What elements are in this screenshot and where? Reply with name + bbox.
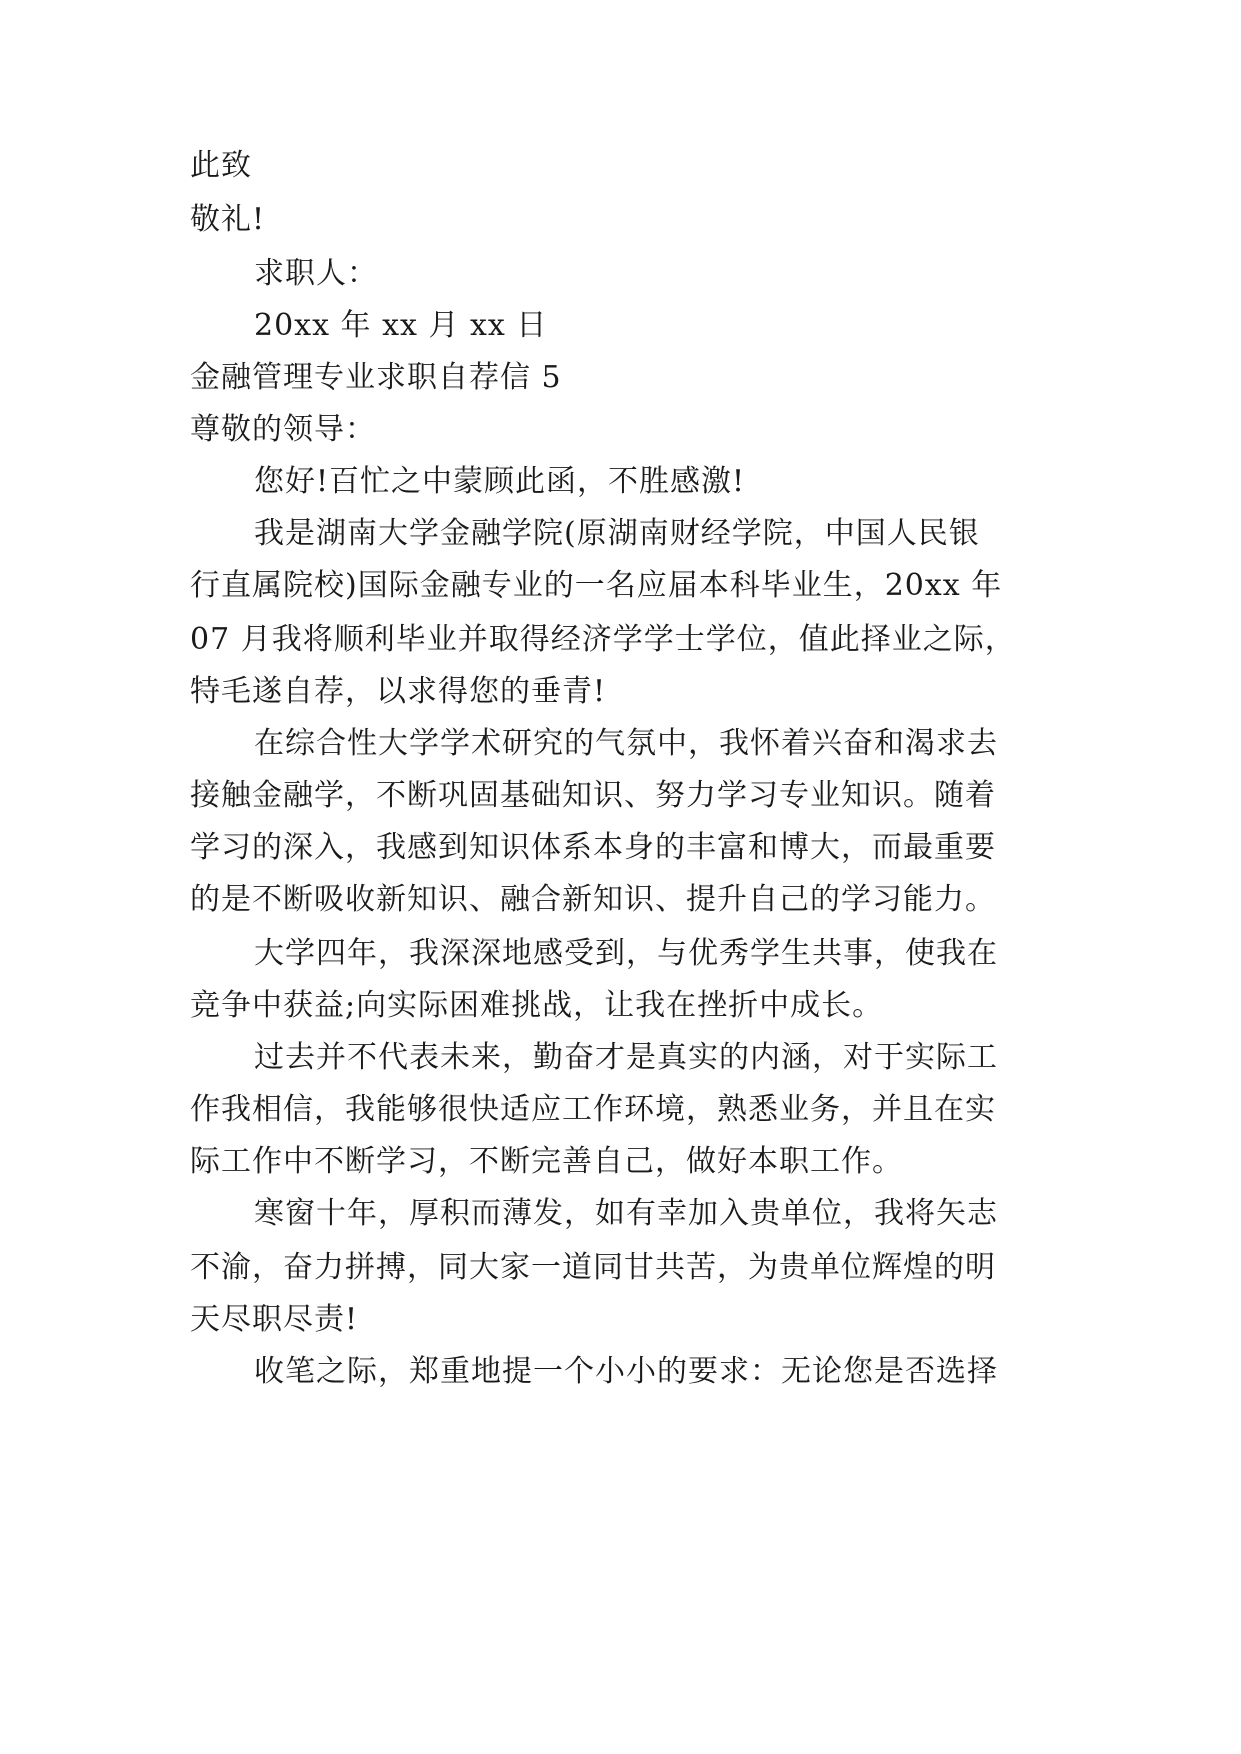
paragraph-line: 收笔之际，郑重地提一个小小的要求：无论您是否选择 xyxy=(254,1354,998,1389)
paragraph-line: 接触金融学，不断巩固基础知识、努力学习专业知识。随着 xyxy=(190,778,996,813)
paragraph-line: 天尽职尽责! xyxy=(190,1302,359,1337)
paragraph-line: 行直属院校)国际金融专业的一名应届本科毕业生，20xx 年 xyxy=(190,568,1003,603)
applicant-label: 求职人： xyxy=(254,256,378,291)
letter-date: 20xx 年 xx 月 xx 日 xyxy=(254,308,548,343)
paragraph-line: 竞争中获益;向实际困难挑战，让我在挫折中成长。 xyxy=(190,988,884,1023)
paragraph-line: 际工作中不断学习，不断完善自己，做好本职工作。 xyxy=(190,1144,903,1179)
closing-ci-zhi: 此致 xyxy=(190,148,252,183)
paragraph-line: 07 月我将顺利毕业并取得经济学学士学位，值此择业之际， xyxy=(190,622,1016,657)
salutation: 尊敬的领导： xyxy=(190,412,376,447)
paragraph-line: 过去并不代表未来，勤奋才是真实的内涵，对于实际工 xyxy=(254,1040,998,1075)
paragraph-line: 大学四年，我深深地感受到，与优秀学生共事，使我在 xyxy=(254,936,998,971)
paragraph-line: 在综合性大学学术研究的气氛中，我怀着兴奋和渴求去 xyxy=(254,726,998,761)
letter-heading: 金融管理专业求职自荐信 5 xyxy=(190,360,562,395)
paragraph-line: 学习的深入，我感到知识体系本身的丰富和博大，而最重要 xyxy=(190,830,996,865)
paragraph-line: 作我相信，我能够很快适应工作环境，熟悉业务，并且在实 xyxy=(190,1092,996,1127)
paragraph-line: 寒窗十年，厚积而薄发，如有幸加入贵单位，我将矢志 xyxy=(254,1196,998,1231)
paragraph-line: 我是湖南大学金融学院(原湖南财经学院，中国人民银 xyxy=(254,516,980,551)
paragraph-line: 您好!百忙之中蒙顾此函，不胜感激! xyxy=(254,464,746,499)
paragraph-line: 不渝，奋力拼搏，同大家一道同甘共苦，为贵单位辉煌的明 xyxy=(190,1250,996,1285)
paragraph-line: 的是不断吸收新知识、融合新知识、提升自己的学习能力。 xyxy=(190,882,996,917)
paragraph-line: 特毛遂自荐，以求得您的垂青! xyxy=(190,674,607,709)
closing-jing-li: 敬礼! xyxy=(190,202,266,237)
